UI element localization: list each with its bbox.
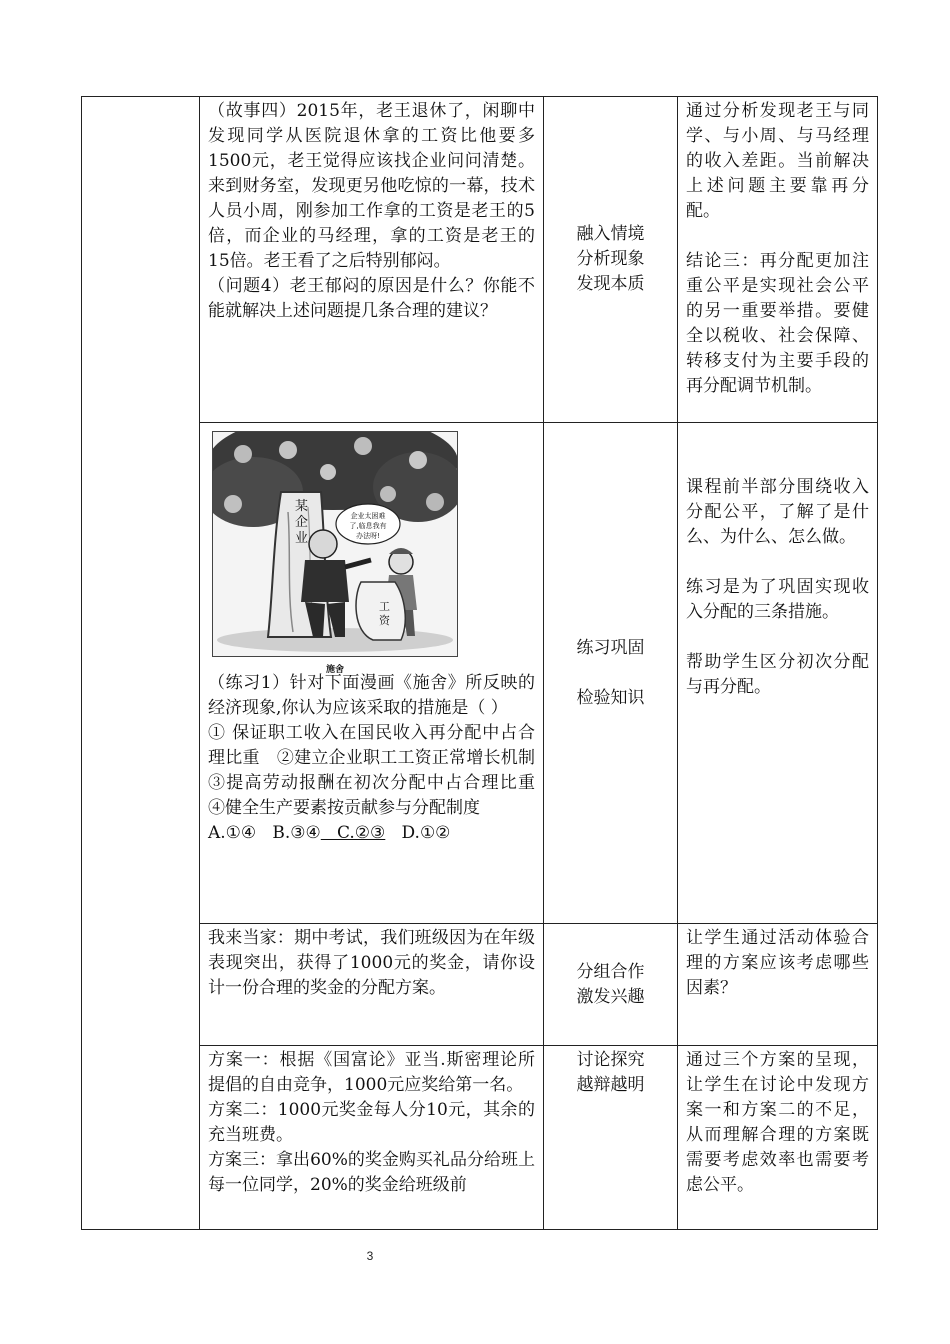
- option-b: B.③④: [272, 823, 321, 843]
- svg-text:企: 企: [295, 515, 309, 530]
- method-cell: [544, 97, 678, 423]
- svg-text:资: 资: [379, 614, 390, 627]
- page-number: 3: [366, 1249, 374, 1263]
- cartoon-image: [212, 431, 458, 675]
- cartoon-caption: 施舍: [325, 665, 344, 675]
- note-text: 练习是为了巩固实现收入分配的三条措施。: [686, 577, 869, 622]
- method-line: 讨论探究: [576, 1050, 645, 1070]
- exercise-stem: （练习1）针对下面漫画《施舍》所反映的经济现象,你认为应该采取的措施是（ ）: [208, 673, 535, 718]
- svg-text:工: 工: [379, 600, 390, 613]
- plan-three: 方案三：拿出60%的奖金购买礼品分给班上每一位同学，20%的奖金给班级前: [208, 1150, 535, 1195]
- table-row: [82, 1046, 878, 1230]
- conclusion-text: 结论三：再分配更加注重公平是实现社会公平的另一重要举措。要健全以税收、社会保障、转移支付为主要手段的再分配调节机制。: [686, 251, 869, 396]
- activity-cell: [200, 924, 544, 1046]
- story-text: （故事四）2015年，老王退休了，闲聊中发现同学从医院退休拿的工资比他要多1500元，老王觉得应该找企业问问清楚。来到财务室，发现更另他吃惊的一幕，技术人员小周，刚参加工作拿的工资是老王的5倍，而企业的马经理，拿的工资是老王的15倍。老王看了之后特别郁闷。: [208, 101, 535, 271]
- intent-cell: [678, 97, 878, 423]
- intent-cell: [678, 924, 878, 1046]
- intent-cell: [678, 423, 878, 924]
- exercise-options: [208, 821, 535, 846]
- analysis-text: 通过分析发现老王与同学、与小周、与马经理的收入差距。当前解决上述问题主要靠再分配。: [686, 101, 869, 221]
- method-line: 练习巩固: [576, 637, 645, 658]
- plan-two: 方案二：1000元奖金每人分10元，其余的充当班费。: [208, 1100, 535, 1145]
- tree-label-char: 某: [295, 499, 309, 514]
- svg-text:办法呀!: 办法呀!: [356, 532, 380, 540]
- method-line: 融入情境: [576, 224, 645, 244]
- option-c: C.②③: [337, 823, 386, 843]
- method-cell: [544, 1046, 678, 1230]
- method-line: 分析现象: [576, 249, 645, 269]
- note-text: 帮助学生区分初次分配与再分配。: [686, 652, 869, 697]
- plan-one: 方案一：根据《国富论》亚当.斯密理论所提倡的自由竞争，1000元应奖给第一名。: [208, 1050, 535, 1095]
- method-line: 越辩越明: [576, 1075, 645, 1095]
- lesson-plan-table: [81, 96, 878, 1230]
- option-a: A.①④: [208, 823, 257, 843]
- question-text: （问题4）老王郁闷的原因是什么？你能不能就解决上述问题提几条合理的建议？: [208, 276, 535, 321]
- table-row: [82, 924, 878, 1046]
- exercise-cell: [200, 423, 552, 924]
- svg-text:业: 业: [295, 531, 309, 546]
- table-row: [82, 97, 878, 423]
- option-d: D.①②: [401, 823, 451, 843]
- plans-cell: [200, 1046, 544, 1230]
- note-text: 课程前半部分围绕收入分配公平，了解了是什么、为什么、怎么做。: [686, 477, 869, 547]
- story-cell: [200, 97, 544, 423]
- method-cell: [544, 423, 678, 924]
- activity-text: 我来当家：期中考试，我们班级因为在年级表现突出，获得了1000元的奖金，请你设计一份合理的奖金的分配方案。: [208, 928, 535, 998]
- method-cell: [544, 924, 678, 1046]
- note-text: 让学生通过活动体验合理的方案应该考虑哪些因素？: [686, 928, 869, 998]
- exercise-items: ① 保证职工收入在国民收入再分配中占合理比重 ②建立企业职工工资正常增长机制 ③提高劳动报酬在初次分配中占合理比重 ④健全生产要素按贡献参与分配制度: [208, 723, 552, 818]
- svg-text:企业太困难: 企业太困难: [350, 512, 386, 520]
- method-line: 分组合作: [576, 961, 645, 982]
- cartoon-illustration: [213, 432, 457, 656]
- method-line: 检验知识: [576, 687, 645, 708]
- method-line: 激发兴趣: [576, 986, 645, 1007]
- note-text: 通过三个方案的呈现，让学生在讨论中发现方案一和方案二的不足，从而理解合理的方案既需要考虑效率也需要考虑公平。: [686, 1050, 869, 1195]
- intent-cell: [678, 1046, 878, 1230]
- svg-text:了,临息我有: 了,临息我有: [349, 522, 387, 530]
- empty-stage-column: [82, 97, 200, 1230]
- method-line: 发现本质: [576, 274, 645, 294]
- table-row: [82, 423, 878, 924]
